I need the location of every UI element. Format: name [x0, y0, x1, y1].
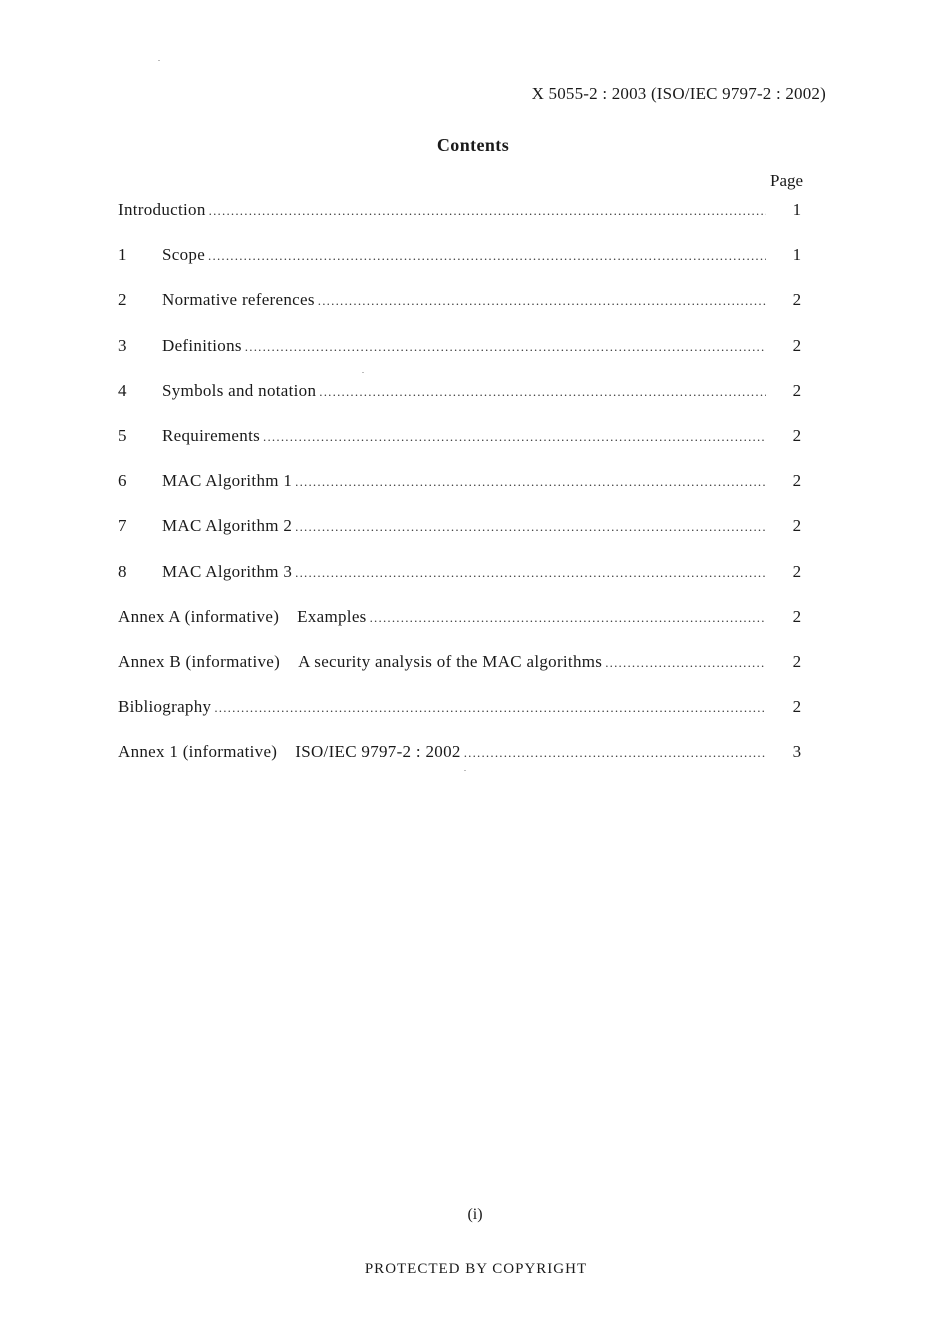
toc-entry-number: 8: [118, 561, 127, 581]
toc-entry-introduction[interactable]: [118, 198, 808, 243]
toc-entry-label: Introduction: [118, 200, 206, 219]
document-identifier: X 5055-2 : 2003 (ISO/IEC 9797-2 : 2002): [531, 84, 826, 103]
contents-title: Contents: [436, 135, 510, 155]
toc-entry-number: 2: [118, 290, 127, 310]
dot-leader: [214, 700, 766, 716]
toc-entry-number: 7: [118, 516, 127, 536]
toc-entry-number: 1: [118, 245, 127, 265]
toc-entry-page: 2: [792, 380, 802, 400]
dot-leader: [370, 610, 766, 626]
toc-entry-annex-prefix: Annex 1 (informative): [118, 742, 278, 762]
toc-entry-label: Scope: [162, 245, 206, 265]
toc-entry-label: Normative references: [162, 290, 315, 310]
toc-entry-page: 2: [792, 606, 802, 626]
toc-entry-label: Symbols and notation: [162, 380, 317, 400]
toc-entry-requirements[interactable]: [118, 424, 808, 469]
toc-entry-mac-algorithm-3[interactable]: [118, 560, 808, 605]
toc-entry-annex-b[interactable]: [118, 650, 808, 695]
scan-speck: [464, 770, 466, 771]
page-folio: (i): [467, 1206, 483, 1223]
dot-leader: [318, 293, 766, 309]
page-column-header: Page: [770, 171, 804, 190]
toc-entry-normative-references[interactable]: [118, 288, 808, 333]
dot-leader: [208, 248, 766, 264]
toc-entry-number: 3: [118, 335, 127, 355]
toc-entry-scope[interactable]: [118, 243, 808, 288]
toc-entry-label: A security analysis of the MAC algorithms: [298, 651, 603, 671]
toc-entry-label: MAC Algorithm 3: [162, 561, 293, 581]
toc-entry-label: MAC Algorithm 1: [162, 471, 293, 491]
toc-entry-mac-algorithm-2[interactable]: [118, 514, 808, 559]
toc-entry-mac-algorithm-1[interactable]: [118, 469, 808, 514]
toc-entry-page: 1: [792, 245, 802, 265]
toc-entry-definitions[interactable]: [118, 334, 808, 379]
toc-entry-annex-prefix: Annex B (informative): [118, 651, 281, 671]
toc-entry-label: Requirements: [162, 425, 261, 445]
toc-entry-page: 2: [792, 651, 802, 671]
dot-leader: [295, 474, 766, 490]
dot-leader: [209, 203, 766, 219]
dot-leader: [464, 745, 766, 761]
scan-speck: [362, 372, 364, 373]
dot-leader: [319, 384, 766, 400]
toc-entry-label: ISO/IEC 9797-2 : 2002: [295, 742, 461, 762]
toc-entry-page: 2: [792, 561, 802, 581]
toc-entry-label: Bibliography: [118, 697, 212, 717]
copyright-notice: PROTECTED BY COPYRIGHT: [364, 1261, 588, 1277]
scan-speck: [158, 60, 160, 61]
toc-entry-annex-1[interactable]: [118, 740, 808, 785]
toc-entry-page: 2: [792, 425, 802, 445]
toc-entry-annex-prefix: Annex A (informative): [118, 606, 280, 626]
toc-entry-page: 2: [792, 335, 802, 355]
toc-entry-symbols-and-notation[interactable]: [118, 379, 808, 424]
toc-entry-label: MAC Algorithm 2: [162, 516, 293, 536]
toc-entry-label: Examples: [297, 606, 367, 626]
toc-entry-page: 2: [792, 697, 802, 717]
toc-entry-label: Definitions: [162, 335, 242, 355]
dot-leader: [295, 565, 766, 581]
toc-entry-page: 2: [792, 290, 802, 310]
toc-entry-bibliography[interactable]: [118, 695, 808, 740]
dot-leader: [605, 655, 766, 671]
toc-entry-number: 6: [118, 471, 127, 491]
toc-entry-number: 4: [118, 380, 127, 400]
dot-leader: [295, 519, 766, 535]
toc-entry-page: 2: [792, 471, 802, 491]
dot-leader: [263, 429, 766, 445]
toc-entry-annex-a[interactable]: [118, 605, 808, 650]
toc-entry-number: 5: [118, 425, 127, 445]
toc-entry-page: 2: [792, 516, 802, 536]
table-of-contents: [118, 198, 808, 785]
toc-entry-page: 1: [792, 200, 802, 219]
dot-leader: [245, 339, 766, 355]
toc-entry-page: 3: [792, 742, 802, 762]
